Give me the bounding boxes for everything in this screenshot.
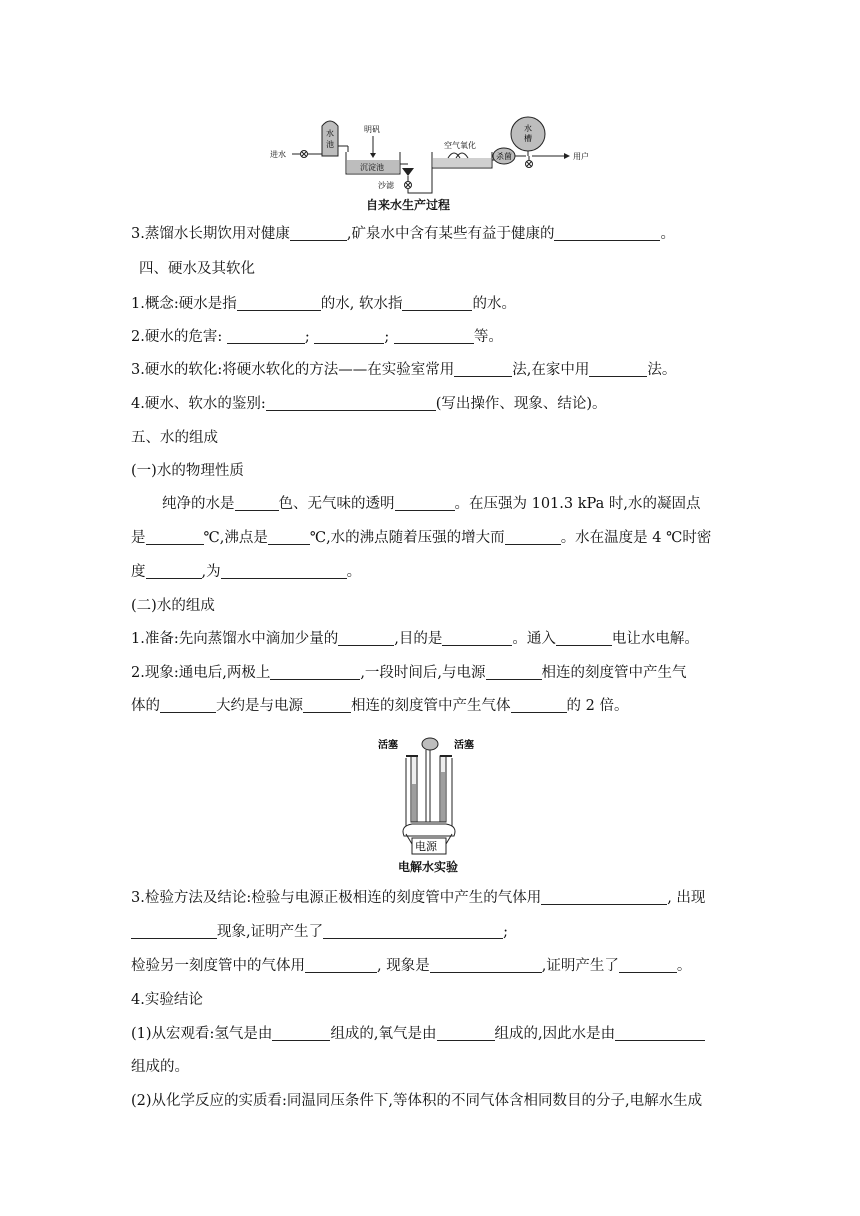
q4-line3: (2)从化学反应的实质看:同温同压条件下,等体积的不同气体含相同数目的分子,电解水生成 xyxy=(131,1093,703,1109)
sec5-p3: 度 ,为 。 xyxy=(131,564,362,580)
label-alum: 明矾 xyxy=(364,125,380,134)
blank xyxy=(402,294,472,311)
section5-sub2: (二)水的组成 xyxy=(131,598,215,614)
blank xyxy=(541,888,667,905)
blank xyxy=(338,629,394,646)
blank xyxy=(554,224,660,241)
label-tank-2: 槽 xyxy=(524,134,532,143)
sec5-q1: 1.准备:先向蒸馏水中滴加少量的 ,目的是 。通入 电让水电解。 xyxy=(131,631,699,647)
sec4-line4: 4.硬水、软水的鉴别: (写出操作、现象、结论)。 xyxy=(131,396,607,412)
blank xyxy=(323,922,503,939)
label-settling: 沉淀池 xyxy=(360,163,384,172)
figure2-caption: 电解水实验 xyxy=(398,860,459,874)
figure1-caption: 自来水生产过程 xyxy=(366,198,451,212)
label-pool-2: 池 xyxy=(326,140,334,149)
water-treatment-diagram xyxy=(268,108,598,198)
blank xyxy=(511,696,567,713)
blank xyxy=(505,528,561,545)
label-sand: 沙滤 xyxy=(378,181,394,190)
q3-line3: 检验另一刻度管中的气体用 , 现象是 ,证明产生了 。 xyxy=(131,958,692,974)
blank xyxy=(394,327,474,344)
blank xyxy=(303,696,351,713)
figure-water-treatment xyxy=(268,108,598,212)
label-pool-1: 水 xyxy=(326,129,334,138)
sec5-p2: 是 ℃,沸点是 ℃,水的沸点随着压强的增大而 。水在温度是 4 ℃时密 xyxy=(131,530,712,546)
blank xyxy=(305,956,377,973)
label-aeration: 空气氧化 xyxy=(444,141,476,150)
blank xyxy=(146,562,202,579)
blank xyxy=(270,663,360,680)
section5-sub1: (一)水的物理性质 xyxy=(131,463,244,479)
q4-line1: (1)从宏观看:氢气是由 组成的,氧气是由 组成的,因此水是由 xyxy=(131,1024,705,1044)
question-distilled-water: 3.蒸馏水长期饮用对健康 ,矿泉水中含有某些有益于健康的 。 xyxy=(131,226,675,242)
blank xyxy=(266,394,436,411)
blank xyxy=(619,956,677,973)
sec5-q2b: 体的 大约是与电源 相连的刻度管中产生气体 的 2 倍。 xyxy=(131,698,629,714)
label-stopcock-right: 活塞 xyxy=(454,740,474,751)
blank xyxy=(160,696,216,713)
electrolysis-diagram xyxy=(378,734,488,859)
q3-line1: 3.检验方法及结论:检验与电源正极相连的刻度管中产生的气体用 , 出现 xyxy=(131,890,706,906)
blank xyxy=(272,1024,330,1041)
blank xyxy=(556,629,612,646)
q4-line2: 组成的。 xyxy=(131,1059,189,1075)
label-tank-1: 水 xyxy=(524,124,532,133)
section5-title: 五、水的组成 xyxy=(131,430,218,446)
blank xyxy=(268,528,310,545)
power-label: 电源 xyxy=(415,840,437,853)
blank xyxy=(146,528,204,545)
blank xyxy=(227,327,305,344)
blank xyxy=(430,956,542,973)
blank xyxy=(615,1024,705,1041)
label-user: 用户 xyxy=(573,152,589,161)
blank xyxy=(442,629,512,646)
blank xyxy=(221,562,347,579)
label-inlet: 进水 xyxy=(270,150,286,159)
blank xyxy=(486,663,542,680)
blank xyxy=(314,327,384,344)
label-disinfect: 杀菌 xyxy=(496,152,512,161)
sec4-line2: 2.硬水的危害: ; ; 等。 xyxy=(131,329,503,345)
blank xyxy=(290,224,347,241)
blank xyxy=(395,494,455,511)
label-stopcock-left: 活塞 xyxy=(378,740,398,751)
blank xyxy=(589,360,647,377)
sec5-p1: 纯净的水是 色、无气味的透明 。在压强为 101.3 kPa 时,水的凝固点 xyxy=(162,496,701,512)
blank xyxy=(454,360,512,377)
blank xyxy=(437,1024,495,1041)
blank xyxy=(235,494,279,511)
blank xyxy=(131,922,217,939)
blank xyxy=(237,294,321,311)
section4-title: 四、硬水及其软化 xyxy=(139,261,255,277)
q4-title: 4.实验结论 xyxy=(131,992,203,1008)
sec4-line3: 3.硬水的软化:将硬水软化的方法——在实验室常用 法,在家中用 法。 xyxy=(131,362,677,378)
sec4-line1: 1.概念:硬水是指 的水, 软水指 的水。 xyxy=(131,296,516,312)
sec5-q2a: 2.现象:通电后,两极上 ,一段时间后,与电源 相连的刻度管中产生气 xyxy=(131,665,687,681)
figure-electrolysis xyxy=(378,734,488,876)
q3-line2: 现象,证明产生了 ; xyxy=(131,922,508,942)
